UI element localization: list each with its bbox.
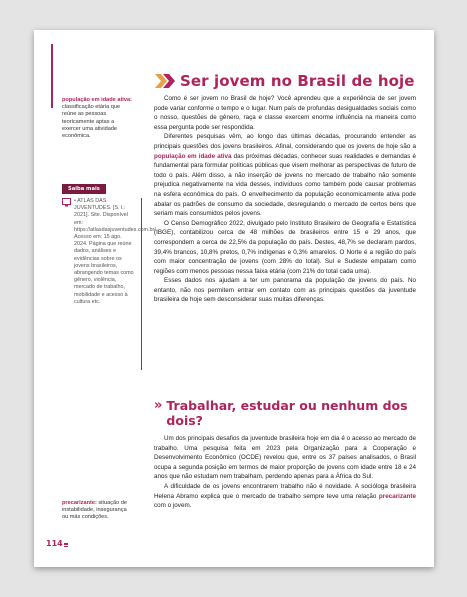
text-run: das próximas décadas, conhecer suas realidades e demandas é fundamental para formular políticas públicas que visem melhorar as perspectivas de futuro de todo o país. Além disso, a não inserção de jovens no mercado de trabalho não somente prejudica negativamente na vida desses, indivíduos como também pode causar problemas na esfera econômica do país. O envelhecimento da população economicamente ativa pode abalar os padrões de consumo da sociedade, desregulando o mercado de certos bens que seriam mais consumidos pelos jovens. <box>154 152 416 218</box>
section2-title: Trabalhar, estudar ou nenhum dos dois? <box>166 398 408 428</box>
page-number: 114 <box>46 539 63 548</box>
paragraph <box>154 482 416 511</box>
chevron-icon: » <box>154 398 163 413</box>
glossary-note <box>62 97 134 140</box>
text-run: Diferentes pesquisas vêm, ao longo das últimas décadas, procurando entender as principais questões dos jovens brasileiros. Afinal, considerando que os jovens de hoje são a <box>154 133 416 150</box>
glossary-term: população em idade ativa: <box>62 97 132 103</box>
glossary-term-link[interactable]: população em idade ativa <box>154 152 232 160</box>
book-page <box>34 30 434 567</box>
glossary-term-link[interactable]: precarizante <box>378 492 416 500</box>
saiba-mais-text[interactable]: • ATLAS DAS JUVENTUDES. [S. l.: 2021]. Site. Disponível em: https://atlasdasjuventudes.com.br/. Acesso em: 15 ago. 2024. Página que reúne dados, análises e evidências sobre os jovens brasileiros, abrangendo temas como gênero, violência, mercado de trabalho, mobilidade e acesso à cultura etc. <box>74 198 158 305</box>
section2-body <box>154 434 416 511</box>
glossary-note <box>62 500 134 522</box>
saiba-mais-box <box>62 175 158 370</box>
paragraph: O Censo Demográfico 2022, divulgado pelo Instituto Brasileiro de Geografia e Estatística (IBGE), contabilizou cerca de 48 milhões de brasileiros entre 15 e 29 anos, que correspondem a cerca de 22,5% da população do país. Destes, 48,7% se declaram pardos, 39,4% brancos, 10,8% pretos, 0,7% indígenas e 0,3% amarelos. O Norte é a região do país com maior concentração de jovens (com 28% do total). Sul e Sudeste empatam como regiões com menos pessoas nessa faixa etária (com 21% do total cada uma). <box>154 219 416 275</box>
saiba-mais-tag: Saiba mais <box>62 184 106 194</box>
saiba-mais-content <box>62 198 158 370</box>
paragraph <box>154 132 416 218</box>
section1-heading <box>154 72 415 90</box>
glossary-definition: situação de instabilidade, insegurança ou más condições. <box>62 500 127 521</box>
section1-body <box>154 94 416 305</box>
glossary-term: precarizante: <box>62 500 97 506</box>
page-number-ornament <box>64 543 68 547</box>
paragraph: Um dos principais desafios da juventude brasileira hoje em dia é o acesso ao mercado de trabalho. Uma pesquisa feita em 2023 pela Organização para a Cooperação e Desenvolvimento Econômico (OCDE) revelou que, entre os 37 países analisados, o Brasil ocupa a segunda posição em termos de maior proporção de jovens com idade entre 18 e 24 anos que não estudam nem trabalham, perdendo apenas para a África do Sul. <box>154 435 416 481</box>
section2-heading <box>154 398 424 428</box>
top-accent-line <box>51 44 53 108</box>
glossary-definition: classificação etária que reúne as pessoas teoricamente aptas a exercer uma atividade econômica. <box>62 104 121 140</box>
double-chevron-icon <box>154 73 176 89</box>
section1-title: Ser jovem no Brasil de hoje <box>180 72 415 90</box>
paragraph: Como é ser jovem no Brasil de hoje? Você aprendeu que a experiência de ser jovem pode variar conforme o tempo e o lugar. Num país de profundas desigualdades sociais como o nosso, questões de gênero, raça e classe exercem enorme influência na maneira como essa pergunta pode ser respondida. <box>154 95 416 131</box>
monitor-icon <box>62 198 71 207</box>
paragraph: Esses dados nos ajudam a ter um panorama da população de jovens do país. No entanto, não nos permitem entrar em contato com as principais questões da juventude brasileira de hoje sem desconsiderar suas muitas diferenças. <box>154 277 416 304</box>
text-run: A dificuldade de os jovens encontrarem trabalho não é novidade. A socióloga brasileira Helena Abramo explica que o mercado de trabalho sempre teve uma relação <box>154 482 416 500</box>
text-run: com o jovem. <box>154 502 192 510</box>
